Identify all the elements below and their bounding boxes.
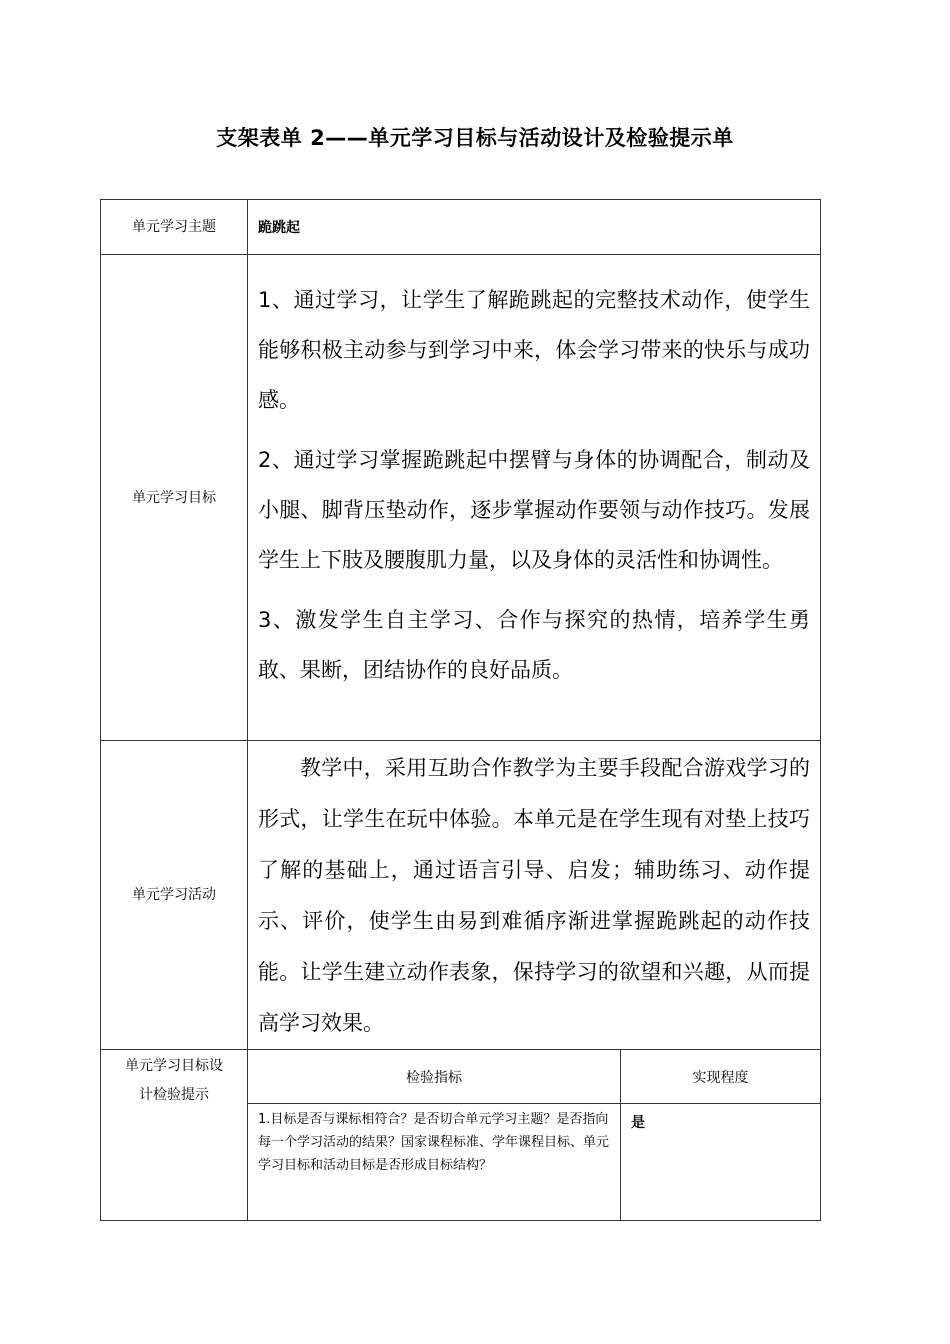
activity-label: 单元学习活动 — [101, 741, 248, 1050]
activity-text: 教学中，采用互助合作教学为主要手段配合游戏学习的形式，让学生在玩中体验。本单元是在学生现有对垫上技巧了解的基础上，通过语言引导、启发；辅助练习、动作提示、评价，使学生由易到难循序渐进掌握跪跳起的动作技能。让学生建立动作表象，保持学习的欲望和兴趣，从而提高学习效果。 — [258, 756, 810, 1035]
goal-item-1: 1、通过学习，让学生了解跪跳起的完整技术动作，使学生能够积极主动参与到学习中来，体会学习带来的快乐与成功感。 — [258, 288, 810, 412]
activity-content — [248, 741, 821, 1050]
col-degree-header: 实现程度 — [621, 1050, 821, 1104]
theme-row — [101, 200, 821, 255]
goal-item-3: 3、激发学生自主学习、合作与探究的热情，培养学生勇敢、果断，团结协作的良好品质。 — [258, 608, 810, 682]
theme-value: 跪跳起 — [248, 200, 821, 255]
col-indicator-header: 检验指标 — [248, 1050, 621, 1104]
check-indicator-1: 1.目标是否与课标相符合？是否切合单元学习主题？是否指向每一个学习活动的结果？国家课程标准、学年课程目标、单元学习目标和活动目标是否形成目标结构？ — [248, 1104, 621, 1221]
form-table — [100, 199, 821, 1221]
check-label-text: 单元学习目标设计检验提示 — [125, 1058, 223, 1103]
check-header-row — [101, 1050, 821, 1104]
check-label — [101, 1050, 248, 1221]
page-title: 支架表单 2——单元学习目标与活动设计及检验提示单 — [216, 126, 734, 150]
goals-content — [248, 255, 821, 741]
goals-row — [101, 255, 821, 741]
goals-label: 单元学习目标 — [101, 255, 248, 741]
activity-row — [101, 741, 821, 1050]
check-degree-1: 是 — [621, 1104, 821, 1221]
theme-label: 单元学习主题 — [101, 200, 248, 255]
goal-item-2: 2、通过学习掌握跪跳起中摆臂与身体的协调配合，制动及小腿、脚背压垫动作，逐步掌握动作要领与动作技巧。发展学生上下肢及腰腹肌力量，以及身体的灵活性和协调性。 — [258, 448, 810, 572]
